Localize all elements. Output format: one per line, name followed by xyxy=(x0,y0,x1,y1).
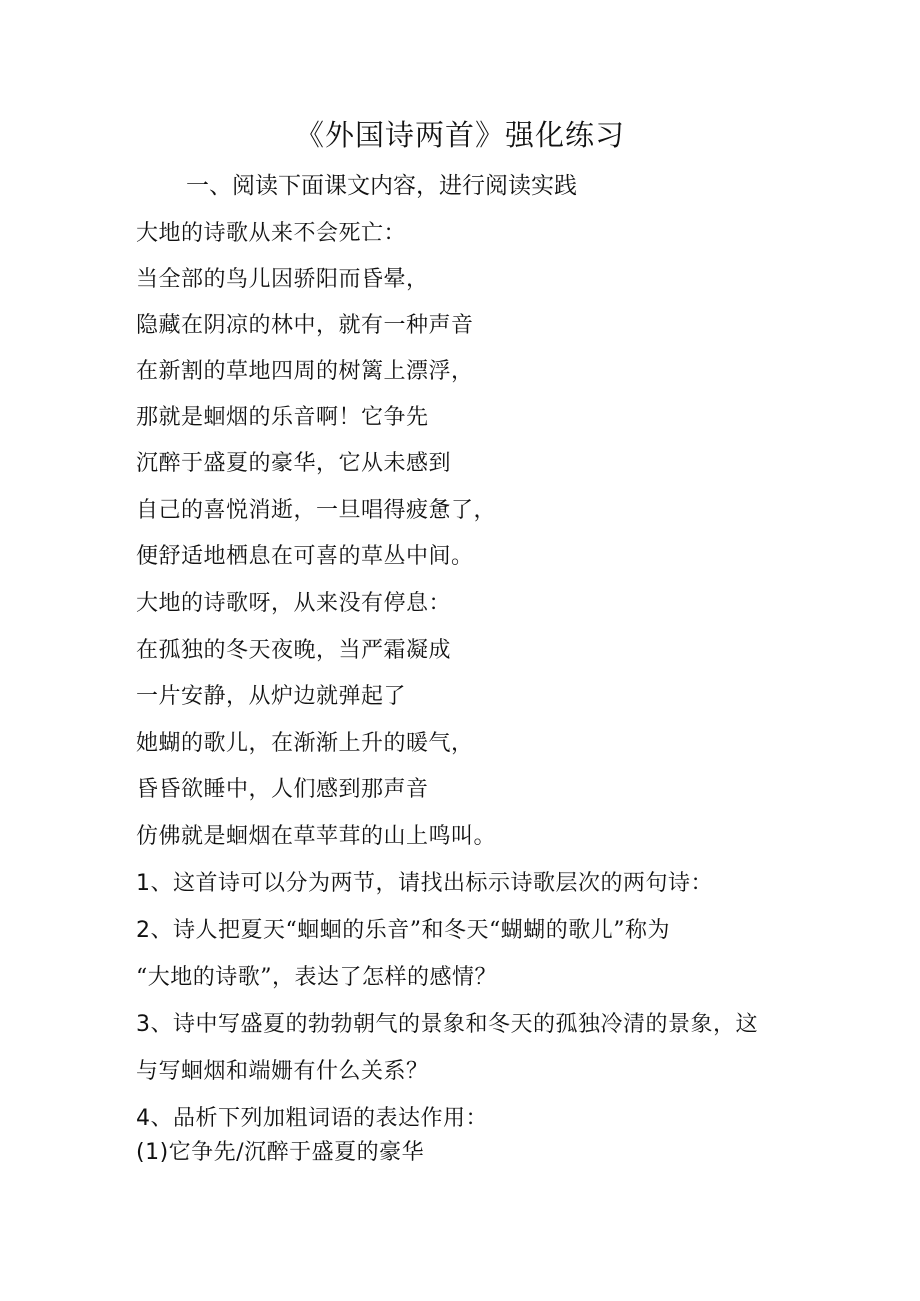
question-text: 诗人把夏天“蛔蛔的乐音”和冬天“蝴蝴的歌儿”称为 xyxy=(173,918,670,943)
question-text: 这首诗可以分为两节，请找出标示诗歌层次的两句诗： xyxy=(173,871,714,896)
question-3-continuation: 与写蛔烟和端姗有什么关系？ xyxy=(136,1059,429,1084)
question-number: 1、 xyxy=(136,871,173,896)
poem-line: 昏昏欲睡中，人们感到那声音 xyxy=(136,777,429,802)
sub-item-text: 它争先/沉醉于盛夏的豪华 xyxy=(168,1140,425,1165)
poem-line: 便舒适地栖息在可喜的草丛中间。 xyxy=(136,544,474,569)
poem-line: 大地的诗歌呀，从来没有停息： xyxy=(136,591,452,616)
question-text: 诗中写盛夏的勃勃朝气的景象和冬天的孤独冷清的景象，这 xyxy=(173,1012,759,1037)
poem-line: 在孤独的冬天夜晚，当严霜凝成 xyxy=(136,638,452,663)
question-number: 4、 xyxy=(136,1106,173,1131)
poem-line: 当全部的鸟儿因骄阳而昏晕， xyxy=(136,267,429,292)
question-2-continuation: “大地的诗歌”，表达了怎样的感情？ xyxy=(136,965,497,990)
sub-item-number: (1) xyxy=(136,1140,169,1165)
question-number: 2、 xyxy=(136,918,173,943)
section-heading: 一、阅读下面课文内容，进行阅读实践 xyxy=(186,173,577,199)
poem-line: 她蝴的歌儿，在渐渐上升的暖气， xyxy=(136,731,474,756)
sub-item-1 xyxy=(136,1136,424,1170)
poem-line: 自己的喜悦消逝，一旦唱得疲惫了， xyxy=(136,498,497,523)
poem-line: 在新割的草地四周的树篱上漂浮， xyxy=(136,359,474,384)
poem-line: 大地的诗歌从来不会死亡： xyxy=(136,221,407,246)
poem-line: 隐藏在阴凉的林中，就有一种声音 xyxy=(136,313,474,338)
document-title: 《外国诗两首》强化练习 xyxy=(294,118,625,152)
poem-line: 仿佛就是蛔烟在草苹茸的山上鸣叫。 xyxy=(136,824,497,849)
question-1 xyxy=(136,867,713,901)
question-4 xyxy=(136,1102,488,1136)
question-3 xyxy=(136,1008,758,1042)
poem-line: 一片安静，从炉边就弹起了 xyxy=(136,684,407,709)
question-number: 3、 xyxy=(136,1012,173,1037)
question-text: 品析下列加粗词语的表达作用： xyxy=(173,1106,489,1131)
poem-line: 沉醉于盛夏的豪华，它从未感到 xyxy=(136,451,452,476)
poem-line: 那就是蛔烟的乐音啊！它争先 xyxy=(136,405,429,430)
question-2 xyxy=(136,914,670,948)
